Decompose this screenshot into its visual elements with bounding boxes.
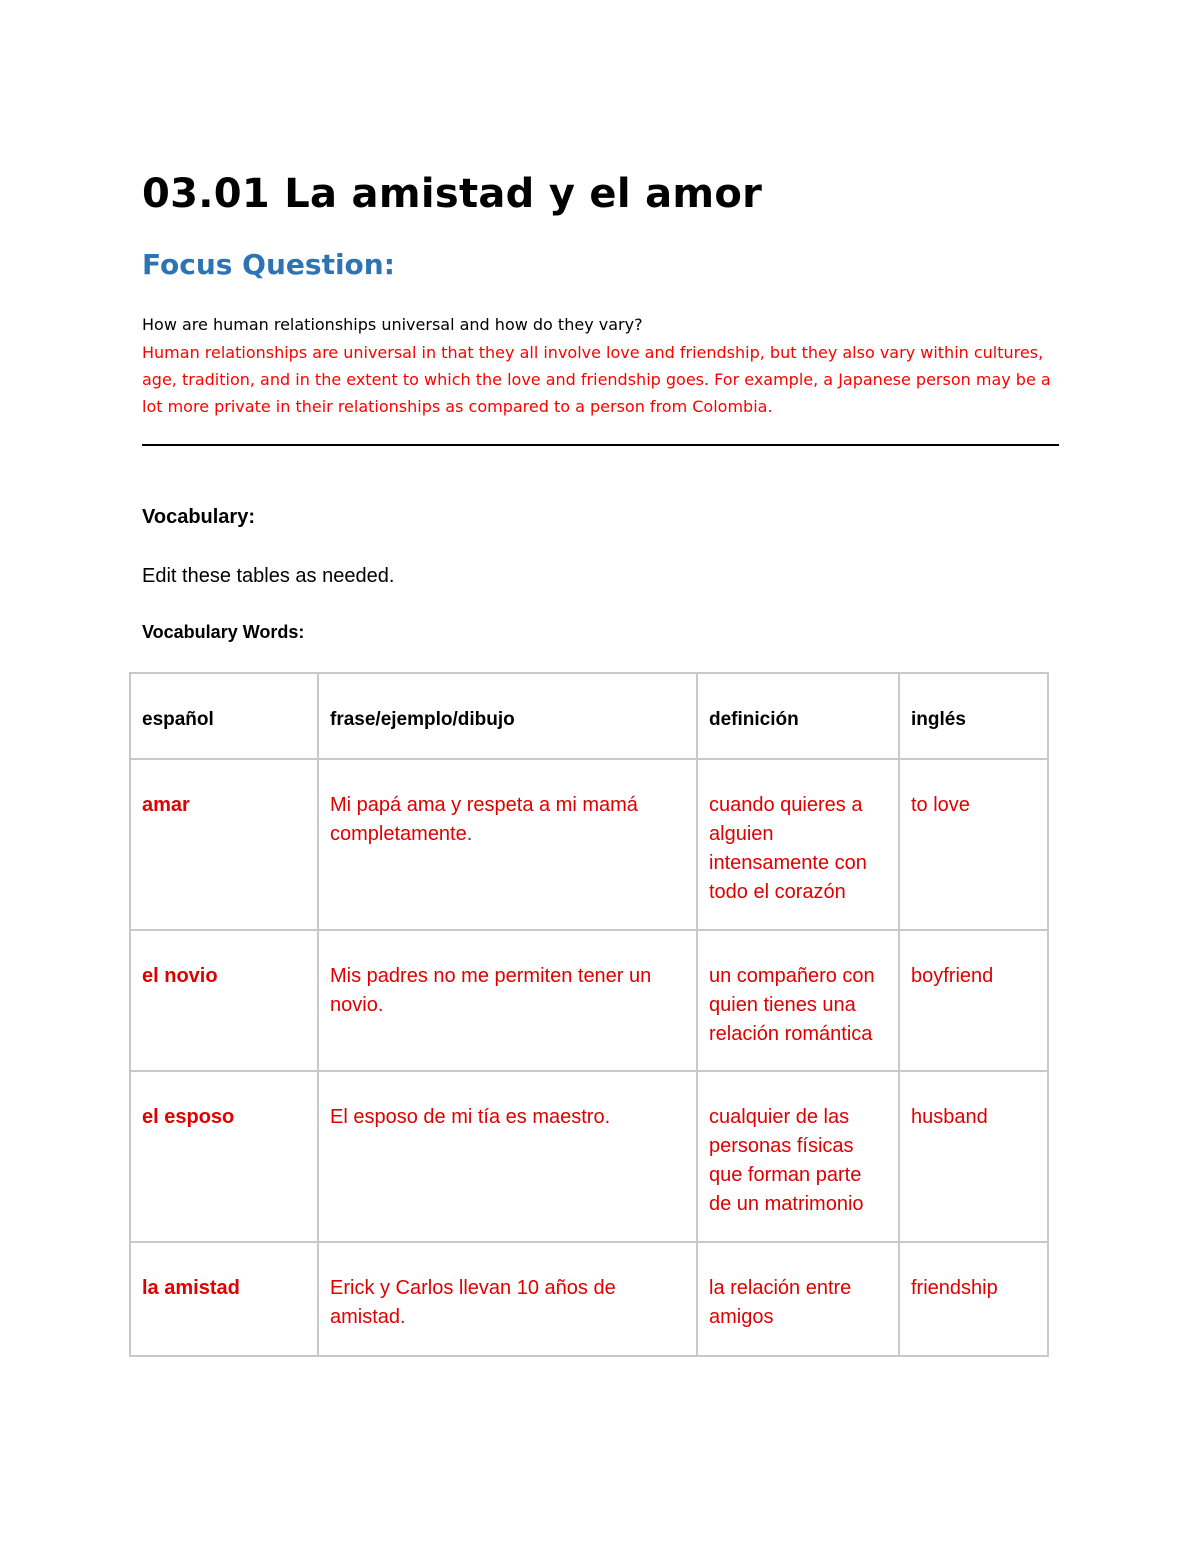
column-header-espanol[interactable]: español bbox=[130, 673, 318, 759]
horizontal-rule bbox=[142, 444, 1059, 446]
cell-ingles[interactable]: boyfriend bbox=[899, 930, 1048, 1071]
cell-espanol[interactable]: la amistad bbox=[130, 1242, 318, 1356]
cell-frase[interactable]: Erick y Carlos llevan 10 años de amistad. bbox=[318, 1242, 697, 1356]
cell-frase[interactable]: El esposo de mi tía es maestro. bbox=[318, 1071, 697, 1242]
cell-definicion[interactable]: cualquier de las personas físicas que forman parte de un matrimonio bbox=[697, 1071, 899, 1242]
focus-question-text: How are human relationships universal and how do they vary? bbox=[142, 315, 643, 334]
cell-ingles[interactable]: friendship bbox=[899, 1242, 1048, 1356]
cell-definicion[interactable]: cuando quieres a alguien intensamente con todo el corazón bbox=[697, 759, 899, 930]
vocabulary-instructions: Edit these tables as needed. bbox=[142, 565, 395, 587]
column-header-frase[interactable]: frase/ejemplo/dibujo bbox=[318, 673, 697, 759]
cell-espanol[interactable]: el esposo bbox=[130, 1071, 318, 1242]
vocabulary-table bbox=[129, 672, 1049, 1357]
cell-ingles[interactable]: to love bbox=[899, 759, 1048, 930]
table-row bbox=[130, 1071, 1048, 1242]
table-row bbox=[130, 759, 1048, 930]
cell-definicion[interactable]: un compañero con quien tienes una relación romántica bbox=[697, 930, 899, 1071]
vocabulary-words-heading: Vocabulary Words: bbox=[142, 622, 305, 642]
cell-definicion[interactable]: la relación entre amigos bbox=[697, 1242, 899, 1356]
table-row bbox=[130, 1242, 1048, 1356]
cell-ingles[interactable]: husband bbox=[899, 1071, 1048, 1242]
column-header-ingles[interactable]: inglés bbox=[899, 673, 1048, 759]
focus-answer-text: Human relationships are universal in that they all involve love and friendship, but they also vary within cultures, age, tradition, and in the extent to which the love and friendship goes. For example, a Japanese person may be a lot more private in their relationships as compared to a person from Colombia. bbox=[142, 343, 1051, 416]
column-header-definicion[interactable]: definición bbox=[697, 673, 899, 759]
cell-frase[interactable]: Mi papá ama y respeta a mi mamá completamente. bbox=[318, 759, 697, 930]
vocabulary-heading: Vocabulary: bbox=[142, 506, 255, 528]
cell-espanol[interactable]: amar bbox=[130, 759, 318, 930]
page-title: 03.01 La amistad y el amor bbox=[142, 171, 763, 217]
cell-espanol[interactable]: el novio bbox=[130, 930, 318, 1071]
focus-question-heading: Focus Question: bbox=[142, 248, 395, 281]
table-header-row bbox=[130, 673, 1048, 759]
table-row bbox=[130, 930, 1048, 1071]
cell-frase[interactable]: Mis padres no me permiten tener un novio. bbox=[318, 930, 697, 1071]
